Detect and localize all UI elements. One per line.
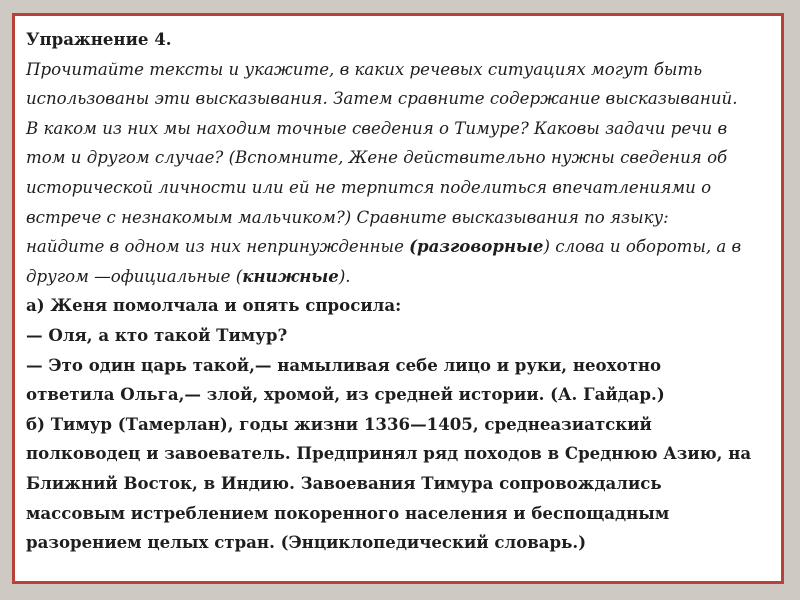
instruction-line: встрече с незнакомым мальчиком?) Сравните высказывания по языку: <box>26 207 669 227</box>
instruction-text: другом —официальные ( <box>26 266 243 286</box>
emphasis-term-colloquial: (разговорные <box>409 236 544 257</box>
text-a-line: — Оля, а кто такой Тимур? <box>26 324 288 345</box>
slide-frame <box>12 13 784 584</box>
text-b-line: полководец и завоеватель. Предпринял ряд походов в Среднюю Азию, на <box>26 443 752 464</box>
text-a-line: а) Женя помолчала и опять спросила: <box>26 295 402 316</box>
text-b-line: массовым истреблением покоренного населения и беспощадным <box>26 502 670 523</box>
emphasis-term-bookish: книжные <box>242 265 339 286</box>
instruction-line <box>26 232 776 262</box>
slide-content <box>26 25 776 558</box>
instruction-text: ) слова и обороты, а в <box>543 237 742 257</box>
text-b-line: разорением целых стран. (Энциклопедический словарь.) <box>26 532 587 553</box>
instruction-line: использованы эти высказывания. Затем сравните содержание высказываний. <box>26 89 738 109</box>
instruction-line: том и другом случае? (Вспомните, Жене действительно нужны сведения об <box>26 148 728 168</box>
instruction-line <box>26 262 776 292</box>
instruction-line: исторической личности или ей не терпится поделиться впечатлениями о <box>26 177 712 197</box>
text-a-line: ответила Ольга,— злой, хромой, из средней истории. (А. Гайдар.) <box>26 384 665 405</box>
exercise-title: Упражнение 4. <box>26 29 172 49</box>
instruction-text: найдите в одном из них непринужденные <box>26 237 410 257</box>
text-b-line: б) Тимур (Тамерлан), годы жизни 1336—1405, среднеазиатский <box>26 413 652 434</box>
text-a-line: — Это один царь такой,— намыливая себе лицо и руки, неохотно <box>26 354 662 375</box>
instruction-line: В каком из них мы находим точные сведения о Тимуре? Каковы задачи речи в <box>26 118 728 138</box>
instruction-line: Прочитайте тексты и укажите, в каких речевых ситуациях могут быть <box>26 59 703 79</box>
text-b-line: Ближний Восток, в Индию. Завоевания Тимура сопровождались <box>26 472 662 493</box>
instruction-text: ). <box>338 266 351 286</box>
